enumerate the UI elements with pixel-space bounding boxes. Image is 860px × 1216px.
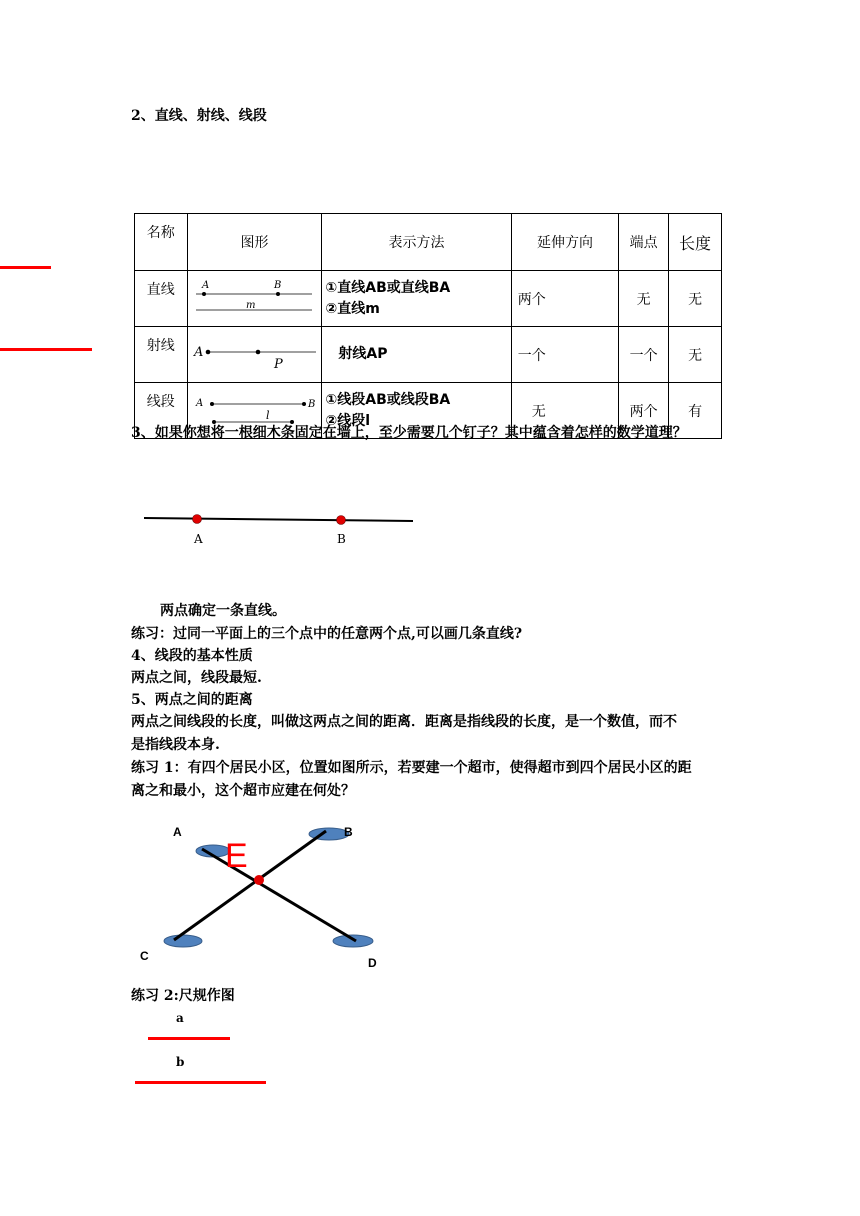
- method-1: ①直线AB或直线BA: [325, 279, 451, 296]
- row-name: 射线: [135, 327, 188, 383]
- section-5-text-line2: 是指线段本身.: [131, 737, 220, 753]
- table-row: [135, 327, 722, 383]
- row-length: 有: [669, 383, 722, 439]
- exercise-1-line2: 离之和最小，这个超市应建在何处？: [131, 783, 355, 799]
- section-3-question: 3、如果你想将一根细木条固定在墙上，至少需要几个钉子？其中蕴含着怎样的数学道理？: [131, 425, 687, 441]
- row-direction: 一个: [511, 327, 619, 383]
- point-b-dot: [337, 516, 346, 525]
- point-a-label: A: [194, 532, 203, 546]
- segment-a: [148, 1037, 230, 1040]
- row-direction: 无: [511, 383, 619, 439]
- segment-b-label: b: [176, 1055, 185, 1069]
- method-1: ①线段AB或线段BA: [325, 391, 451, 408]
- line-figure: [187, 271, 322, 327]
- row-name: 线段: [135, 383, 188, 439]
- row-length: 无: [669, 271, 722, 327]
- exercise-1-line1: 练习 1：有四个居民小区，位置如图所示，若要建一个超市，使得超市到四个居民小区的距: [131, 760, 692, 776]
- label-d: D: [368, 956, 377, 970]
- two-points-line-diagram: [140, 505, 420, 550]
- section-5-title: 5、两点之间的距离: [131, 692, 253, 708]
- supermarket-diagram: [130, 815, 390, 975]
- row-method: [322, 271, 511, 327]
- method-2: ②直线m: [325, 300, 380, 317]
- header-name: 名称: [135, 214, 188, 271]
- row-length: 无: [669, 327, 722, 383]
- margin-red-mark-1: [0, 266, 51, 269]
- row-method: [322, 327, 511, 383]
- exercise-three-points: 练习：过同一平面上的三个点中的任意两个点,可以画几条直线?: [131, 626, 523, 642]
- segment-label-l: l: [265, 408, 270, 422]
- line-diagram: [188, 274, 320, 320]
- point-b-label: B: [337, 532, 346, 546]
- label-c: C: [140, 949, 149, 963]
- segment-label-a: A: [195, 397, 203, 409]
- ray-label-p: P: [273, 356, 283, 372]
- header-figure: 图形: [187, 214, 322, 271]
- method-1: 射线AP: [338, 346, 388, 362]
- community-c-ellipse: [164, 935, 202, 947]
- margin-red-mark-2: [0, 348, 92, 351]
- row-endpoints: 无: [619, 271, 669, 327]
- row-endpoints: 两个: [619, 383, 669, 439]
- segment-b: [135, 1081, 266, 1084]
- section-5-text-line1: 两点之间线段的长度，叫做这两点之间的距离．距离是指线段的长度，是一个数值，而不: [131, 714, 677, 730]
- ray-label-a: A: [193, 344, 203, 360]
- line-label-a: A: [201, 279, 209, 291]
- line-label-b: B: [273, 279, 281, 291]
- row-name: 直线: [135, 271, 188, 327]
- ray-diagram: [188, 330, 320, 376]
- exercise-2-title: 练习 2:尺规作图: [131, 988, 235, 1004]
- line-b-c: [174, 831, 326, 940]
- ray-figure: [187, 327, 322, 383]
- header-length: 长度: [669, 214, 722, 271]
- line-label-m: m: [245, 299, 256, 311]
- point-a-dot: [193, 515, 202, 524]
- segment-label-b: B: [307, 398, 315, 410]
- table-row: [135, 271, 722, 327]
- supermarket-point-e: [254, 875, 264, 885]
- lines-comparison-table: [134, 213, 722, 439]
- row-direction: 两个: [511, 271, 619, 327]
- header-method: 表示方法: [322, 214, 511, 271]
- label-a: A: [173, 825, 182, 839]
- method-2: ②线段l: [325, 412, 371, 429]
- two-points-answer: 两点确定一条直线。: [160, 603, 286, 619]
- row-endpoints: 一个: [619, 327, 669, 383]
- header-endpoints: 端点: [619, 214, 669, 271]
- section-4-text: 两点之间，线段最短.: [131, 670, 262, 686]
- label-b: B: [344, 825, 353, 839]
- section-4-title: 4、线段的基本性质: [131, 648, 253, 664]
- section-2-title: 2、直线、射线、线段: [131, 108, 267, 124]
- table-header-row: [135, 214, 722, 271]
- label-e: E: [225, 837, 248, 875]
- header-direction: 延伸方向: [511, 214, 619, 271]
- community-d-ellipse: [333, 935, 373, 947]
- segment-a-label: a: [176, 1011, 184, 1025]
